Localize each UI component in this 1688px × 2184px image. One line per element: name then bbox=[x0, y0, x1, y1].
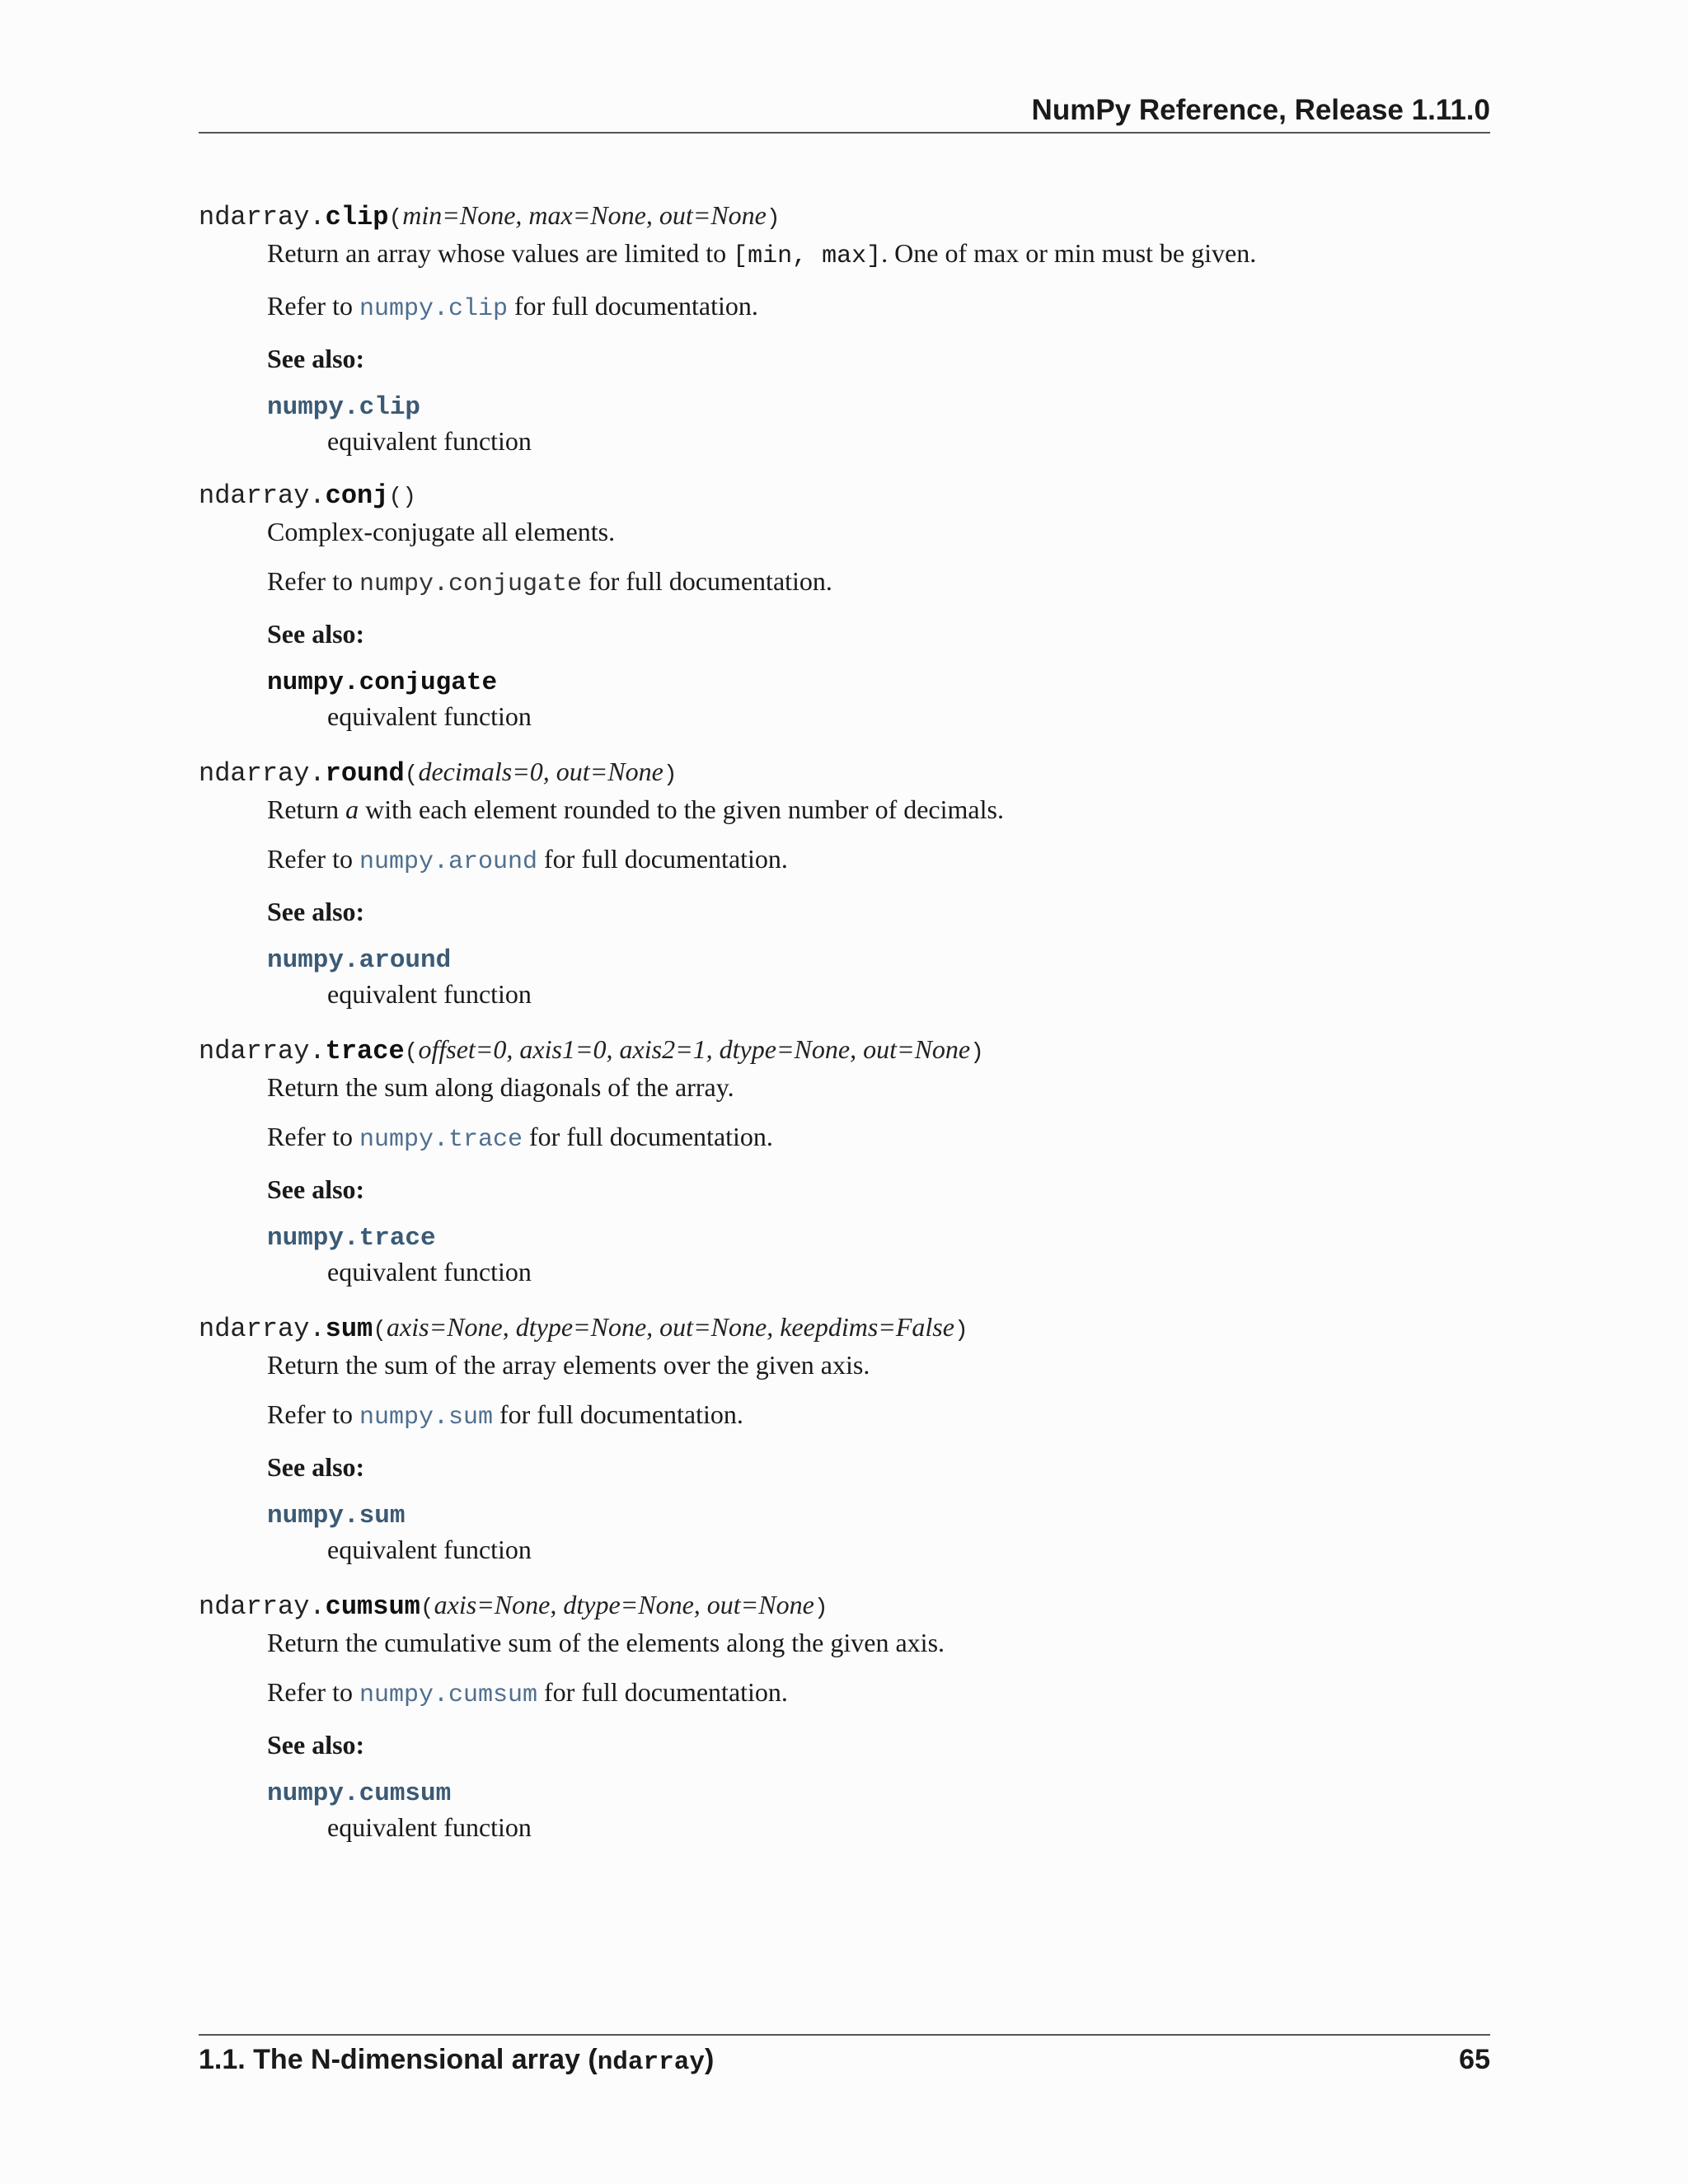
class-prefix: ndarray. bbox=[199, 758, 326, 789]
see-also-link[interactable]: numpy.sum bbox=[267, 1502, 406, 1530]
method-signature: ndarray.conj() bbox=[199, 480, 417, 511]
class-prefix: ndarray. bbox=[199, 480, 326, 511]
method-entry-sum bbox=[199, 1310, 1490, 1566]
method-entry-trace bbox=[199, 1032, 1490, 1288]
see-also-link[interactable]: numpy.around bbox=[267, 946, 452, 975]
method-name: cumsum bbox=[325, 1591, 420, 1622]
see-also-block bbox=[267, 1222, 1490, 1288]
method-params: axis=None, dtype=None, out=None bbox=[434, 1590, 814, 1619]
method-description: Return the sum of the array elements over the given axis. bbox=[267, 1350, 870, 1380]
method-signature: ndarray.cumsum(axis=None, dtype=None, out=None) bbox=[199, 1590, 828, 1622]
refer-line: Refer to numpy.around for full documentation. bbox=[267, 844, 788, 876]
method-params: min=None, max=None, out=None bbox=[402, 200, 767, 230]
refer-line: Refer to numpy.clip for full documentation. bbox=[267, 291, 758, 323]
see-also-block bbox=[267, 944, 1490, 1010]
see-also-heading: See also: bbox=[267, 1452, 365, 1482]
method-entry-round bbox=[199, 754, 1490, 1010]
see-also-description: equivalent function bbox=[327, 979, 532, 1009]
method-signature: ndarray.sum(axis=None, dtype=None, out=None, keepdims=False) bbox=[199, 1312, 968, 1344]
method-name: conj bbox=[325, 480, 389, 511]
see-also-link[interactable]: numpy.clip bbox=[267, 393, 421, 422]
class-prefix: ndarray. bbox=[199, 1591, 326, 1622]
method-description: Return the cumulative sum of the elements along the given axis. bbox=[267, 1628, 945, 1657]
see-also-heading: See also: bbox=[267, 897, 365, 926]
param-emphasis: a bbox=[345, 794, 359, 824]
reference-link[interactable]: numpy.sum bbox=[359, 1404, 493, 1432]
running-header: NumPy Reference, Release 1.11.0 bbox=[199, 89, 1490, 134]
see-also-block bbox=[267, 1500, 1490, 1566]
see-also-heading: See also: bbox=[267, 344, 365, 373]
see-also-block bbox=[267, 391, 1490, 457]
method-params: offset=0, axis1=0, axis2=1, dtype=None, out=None bbox=[418, 1034, 971, 1064]
see-also-description: equivalent function bbox=[327, 701, 532, 731]
reference-link[interactable]: numpy.cumsum bbox=[359, 1681, 537, 1709]
inline-code: [min, max] bbox=[733, 242, 882, 270]
method-description: Return the sum along diagonals of the array. bbox=[267, 1072, 734, 1102]
method-name: sum bbox=[325, 1314, 373, 1344]
class-prefix: ndarray. bbox=[199, 1314, 326, 1344]
method-name: trace bbox=[325, 1036, 405, 1066]
method-name: round bbox=[325, 758, 405, 789]
page-number: 65 bbox=[1459, 2044, 1490, 2075]
see-also-heading: See also: bbox=[267, 619, 365, 649]
see-also-item: numpy.conjugate bbox=[267, 668, 498, 697]
method-params: axis=None, dtype=None, out=None, keepdims=False bbox=[387, 1312, 954, 1342]
method-description: Return a with each element rounded to the given number of decimals. bbox=[267, 794, 1004, 824]
method-signature: ndarray.clip(min=None, max=None, out=None) bbox=[199, 200, 781, 232]
method-entry-clip bbox=[199, 198, 1490, 457]
see-also-block bbox=[267, 667, 1490, 733]
see-also-link[interactable]: numpy.cumsum bbox=[267, 1779, 452, 1808]
see-also-heading: See also: bbox=[267, 1174, 365, 1204]
reference-link[interactable]: numpy.clip bbox=[359, 295, 508, 323]
reference-link[interactable]: numpy.around bbox=[359, 848, 537, 876]
class-prefix: ndarray. bbox=[199, 202, 326, 232]
method-signature: ndarray.trace(offset=0, axis1=0, axis2=1, dtype=None, out=None) bbox=[199, 1034, 984, 1066]
refer-line: Refer to numpy.conjugate for full documentation. bbox=[267, 566, 832, 598]
footer-section-title[interactable]: 1.1. The N-dimensional array (ndarray) bbox=[199, 2044, 715, 2077]
reference-link[interactable]: numpy.trace bbox=[359, 1126, 523, 1154]
method-list bbox=[199, 198, 1490, 1865]
method-entry-cumsum bbox=[199, 1587, 1490, 1844]
method-name: clip bbox=[325, 202, 389, 232]
refer-line: Refer to numpy.cumsum for full documentation. bbox=[267, 1677, 788, 1709]
method-description: Complex-conjugate all elements. bbox=[267, 517, 616, 546]
see-also-block bbox=[267, 1778, 1490, 1844]
refer-line: Refer to numpy.sum for full documentation. bbox=[267, 1399, 743, 1432]
running-footer bbox=[199, 2034, 1490, 2077]
see-also-link[interactable]: numpy.trace bbox=[267, 1224, 436, 1253]
refer-line: Refer to numpy.trace for full documentation. bbox=[267, 1122, 773, 1154]
class-prefix: ndarray. bbox=[199, 1036, 326, 1066]
method-signature: ndarray.round(decimals=0, out=None) bbox=[199, 757, 678, 789]
see-also-description: equivalent function bbox=[327, 426, 532, 456]
see-also-description: equivalent function bbox=[327, 1812, 532, 1842]
method-params: decimals=0, out=None bbox=[418, 757, 663, 786]
method-entry-conj bbox=[199, 479, 1490, 733]
method-description: Return an array whose values are limited to [min, max]. One of max or min must be given. bbox=[267, 238, 1257, 270]
reference-code: numpy.conjugate bbox=[359, 570, 582, 598]
see-also-description: equivalent function bbox=[327, 1257, 532, 1286]
see-also-heading: See also: bbox=[267, 1730, 365, 1760]
see-also-description: equivalent function bbox=[327, 1535, 532, 1564]
